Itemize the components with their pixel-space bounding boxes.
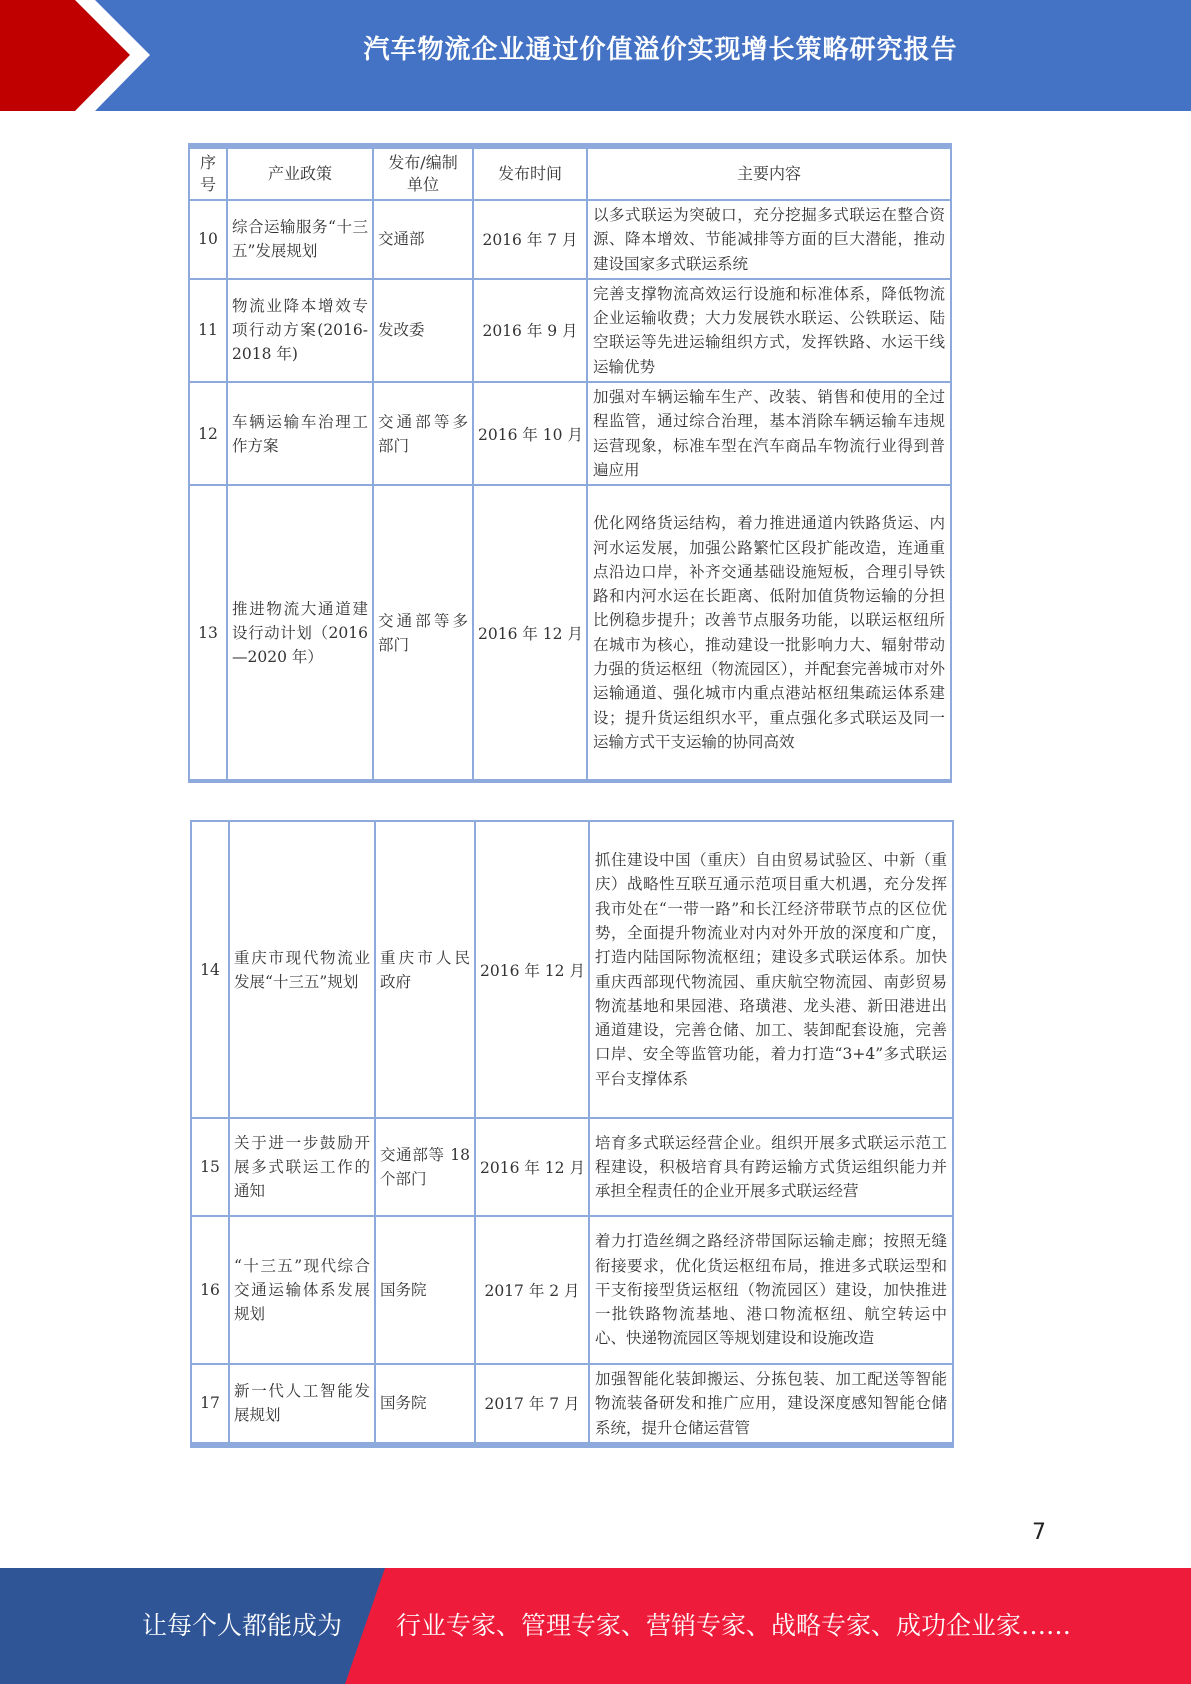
row-content: 培育多式联运经营企业。组织开展多式联运示范工程建设，积极培育具有跨运输方式货运组织能力并承担全程责任的企业开展多式联运经营 [589, 1118, 953, 1216]
row-policy-name: 综合运输服务“十三五”发展规划 [227, 200, 373, 279]
row-no: 10 [189, 200, 227, 279]
row-no: 11 [189, 279, 227, 382]
row-content: 加强对车辆运输车生产、改装、销售和使用的全过程监管，通过综合治理，基本消除车辆运输车违规运营现象，标准车型在汽车商品车物流行业得到普遍应用 [587, 382, 951, 485]
row-date: 2016 年 10 月 [473, 382, 587, 485]
header-unit: 发布/编制 单位 [373, 146, 473, 200]
table-row [189, 279, 951, 382]
row-content: 着力打造丝绸之路经济带国际运输走廊；按照无缝衔接要求，优化货运枢纽布局，推进多式联运型和干支衔接型货运枢纽（物流园区）建设，加快推进一批铁路物流基地、港口物流枢纽、航空转运中心、快递物流园区等规划建设和设施改造 [589, 1216, 953, 1364]
row-no: 16 [191, 1216, 229, 1364]
row-content: 完善支撑物流高效运行设施和标准体系，降低物流企业运输收费；大力发展铁水联运、公铁联运、陆空联运等先进运输组织方式，发挥铁路、水运干线运输优势 [587, 279, 951, 382]
row-policy-name: 推进物流大通道建设行动计划（2016—2020 年） [227, 485, 373, 781]
row-unit: 国务院 [375, 1364, 475, 1445]
row-date: 2016 年 12 月 [475, 1118, 589, 1216]
row-date: 2017 年 2 月 [475, 1216, 589, 1364]
policy-table-part2 [190, 820, 954, 1448]
footer-slogan-right: 行业专家、管理专家、营销专家、战略专家、成功企业家…… [396, 1611, 1072, 1640]
header-date: 发布时间 [473, 146, 587, 200]
table-row [189, 485, 951, 781]
row-unit: 交通部等多部门 [373, 485, 473, 781]
row-no: 13 [189, 485, 227, 781]
row-no: 14 [191, 821, 229, 1118]
row-date: 2016 年 12 月 [473, 485, 587, 781]
row-unit: 交通部等 18 个部门 [375, 1118, 475, 1216]
page-footer [0, 1568, 1191, 1684]
header-content: 主要内容 [587, 146, 951, 200]
header-chevron-decoration [0, 0, 155, 111]
row-unit: 重庆市人民政府 [375, 821, 475, 1118]
row-policy-name: 物流业降本增效专项行动方案(2016-2018 年) [227, 279, 373, 382]
row-policy-name: 新一代人工智能发展规划 [229, 1364, 375, 1445]
row-date: 2016 年 9 月 [473, 279, 587, 382]
row-policy-name: “十三五”现代综合交通运输体系发展规划 [229, 1216, 375, 1364]
row-date: 2016 年 12 月 [475, 821, 589, 1118]
row-policy-name: 重庆市现代物流业发展“十三五”规划 [229, 821, 375, 1118]
table-row [189, 200, 951, 279]
table-row [191, 1118, 953, 1216]
row-date: 2016 年 7 月 [473, 200, 587, 279]
header-no: 序 号 [189, 146, 227, 200]
footer-slogan-left: 让每个人都能成为 [142, 1611, 343, 1640]
row-unit: 交通部 [373, 200, 473, 279]
row-policy-name: 车辆运输车治理工作方案 [227, 382, 373, 485]
table-row [189, 382, 951, 485]
header-policy: 产业政策 [227, 146, 373, 200]
policy-table-part1 [188, 143, 952, 783]
row-policy-name: 关于进一步鼓励开展多式联运工作的通知 [229, 1118, 375, 1216]
row-content: 抓住建设中国（重庆）自由贸易试验区、中新（重庆）战略性互联互通示范项目重大机遇，充分发挥我市处在“一带一路”和长江经济带联节点的区位优势，全面提升物流业对内对外开放的深度和广度，打造内陆国际物流枢纽；建设多式联运体系。加快重庆西部现代物流园、重庆航空物流园、南彭贸易物流基地和果园港、珞璜港、龙头港、新田港进出通道建设，完善仓储、加工、装卸配套设施，完善口岸、安全等监管功能，着力打造“3+4”多式联运平台支撑体系 [589, 821, 953, 1118]
page-number: 7 [1032, 1520, 1046, 1545]
table-row [191, 821, 953, 1118]
row-no: 17 [191, 1364, 229, 1445]
row-content: 加强智能化装卸搬运、分拣包装、加工配送等智能物流装备研发和推广应用，建设深度感知智能仓储系统，提升仓储运营管 [589, 1364, 953, 1445]
row-unit: 交通部等多部门 [373, 382, 473, 485]
row-date: 2017 年 7 月 [475, 1364, 589, 1445]
row-no: 12 [189, 382, 227, 485]
row-content: 以多式联运为突破口，充分挖掘多式联运在整合资源、降本增效、节能减排等方面的巨大潜能，推动建设国家多式联运系统 [587, 200, 951, 279]
row-unit: 国务院 [375, 1216, 475, 1364]
table-row [191, 1364, 953, 1445]
page-header [0, 0, 1191, 111]
row-content: 优化网络货运结构，着力推进通道内铁路货运、内河水运发展，加强公路繁忙区段扩能改造，连通重点沿边口岸，补齐交通基础设施短板，合理引导铁路和内河水运在长距离、低附加值货物运输的分担比例稳步提升；改善节点服务功能，以联运枢纽所在城市为核心，推动建设一批影响力大、辐射带动力强的货运枢纽（物流园区），并配套完善城市对外运输通道、强化城市内重点港站枢纽集疏运体系建设；提升货运组织水平，重点强化多式联运及同一运输方式干支运输的协同高效 [587, 485, 951, 781]
report-title: 汽车物流企业通过价值溢价实现增长策略研究报告 [363, 35, 958, 65]
table-row [191, 1216, 953, 1364]
row-no: 15 [191, 1118, 229, 1216]
row-unit: 发改委 [373, 279, 473, 382]
table-header-row [189, 146, 951, 200]
